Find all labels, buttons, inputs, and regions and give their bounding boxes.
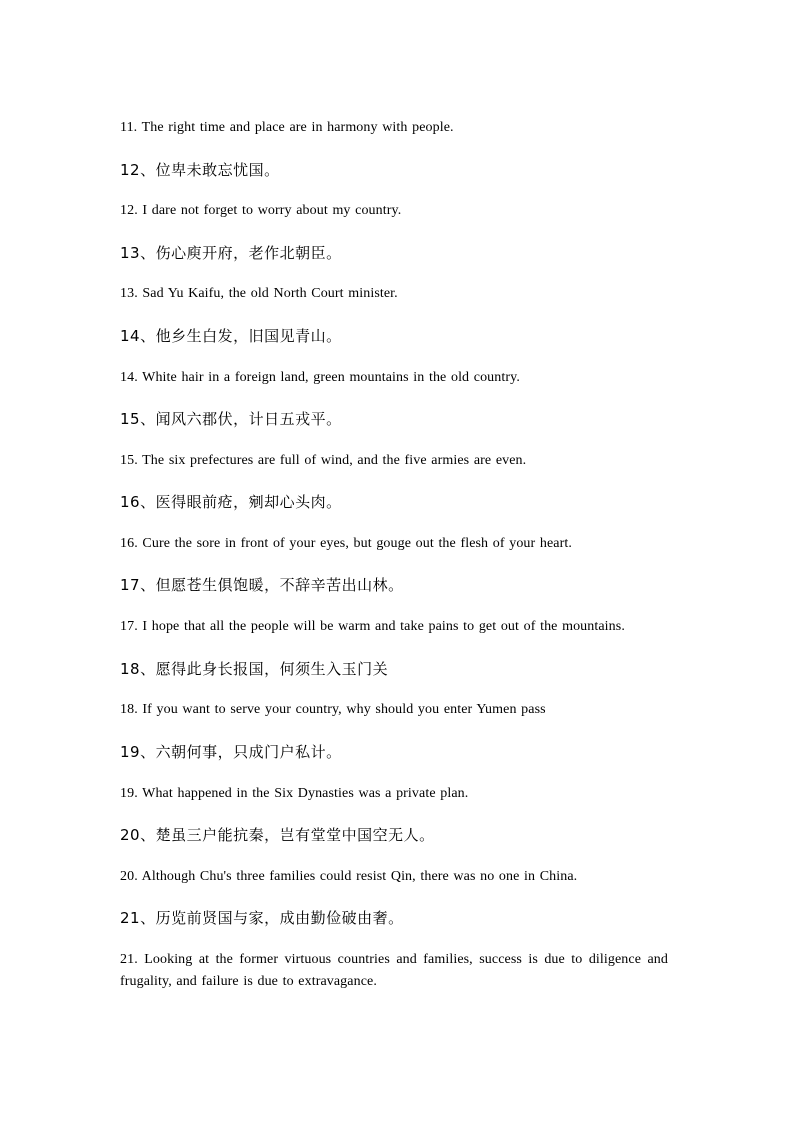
text-line-21-en: 21. Looking at the former virtuous countries and families, success is due to diligence and frugality, and failure is due to extravagance.	[120, 952, 668, 989]
text-line-20-en: 20. Although Chu's three families could resist Qin, there was no one in China.	[120, 869, 578, 884]
text-line-18-zh: 18、愿得此身长报国，何须生入玉门关	[120, 660, 389, 678]
text-line-18-en: 18. If you want to serve your country, why should you enter Yumen pass	[120, 702, 546, 717]
text-line-16-zh: 16、医得眼前疮，剜却心头肉。	[120, 493, 342, 511]
text-line-17-zh: 17、但愿苍生俱饱暖，不辞辛苦出山林。	[120, 576, 404, 594]
text-line-11-en: 11. The right time and place are in harmony with people.	[120, 120, 454, 135]
text-line-14-zh: 14、他乡生白发，旧国见青山。	[120, 327, 342, 345]
text-line-13-en: 13. Sad Yu Kaifu, the old North Court minister.	[120, 286, 398, 301]
text-line-14-en: 14. White hair in a foreign land, green mountains in the old country.	[120, 370, 520, 385]
text-line-13-zh: 13、伤心庾开府，老作北朝臣。	[120, 244, 342, 262]
text-line-21-zh: 21、历览前贤国与家，成由勤俭破由奢。	[120, 909, 404, 927]
text-line-16-en: 16. Cure the sore in front of your eyes, but gouge out the flesh of your heart.	[120, 536, 572, 551]
text-line-15-en: 15. The six prefectures are full of wind, and the five armies are even.	[120, 453, 527, 468]
text-line-20-zh: 20、楚虽三户能抗秦，岂有堂堂中国空无人。	[120, 826, 435, 844]
text-line-17-en: 17. I hope that all the people will be warm and take pains to get out of the mountains.	[120, 619, 625, 634]
text-line-12-en: 12. I dare not forget to worry about my country.	[120, 203, 402, 218]
text-line-12-zh: 12、位卑未敢忘忧国。	[120, 161, 280, 179]
text-line-19-zh: 19、六朝何事，只成门户私计。	[120, 743, 342, 761]
text-line-15-zh: 15、闻风六郡伏，计日五戎平。	[120, 410, 342, 428]
text-line-19-en: 19. What happened in the Six Dynasties was a private plan.	[120, 786, 469, 801]
